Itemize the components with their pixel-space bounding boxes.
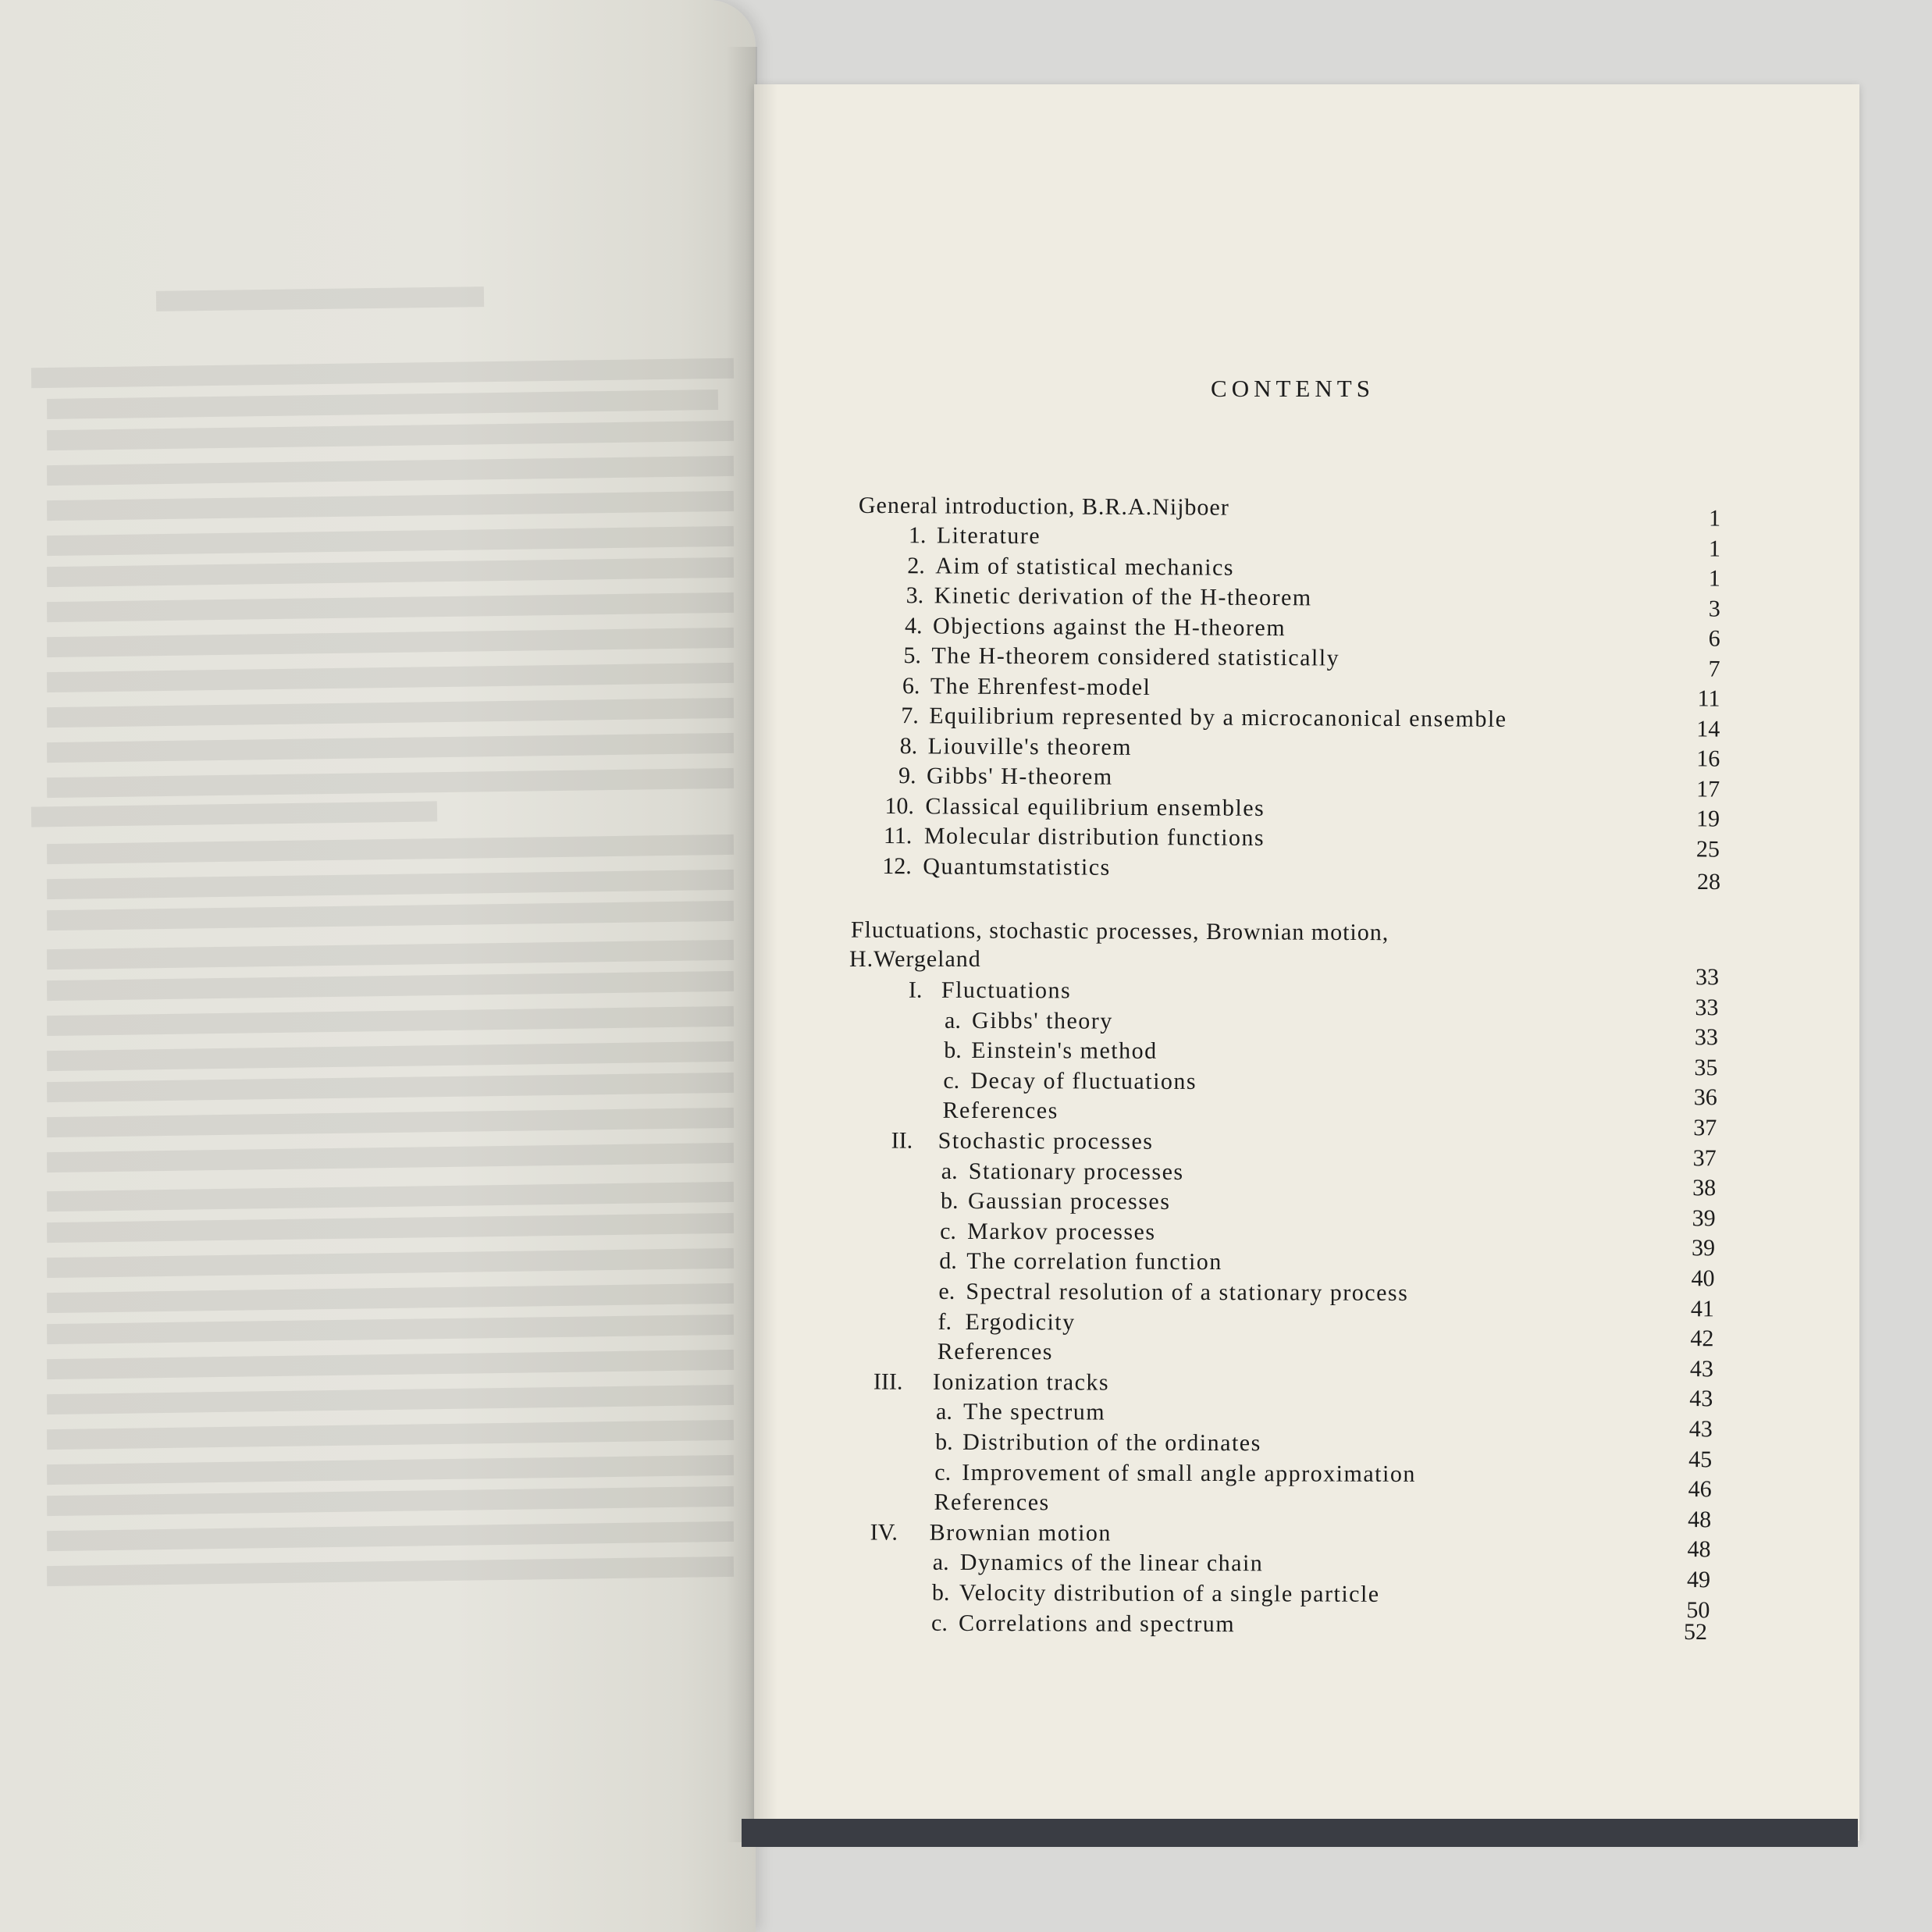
ghost-line (47, 1420, 734, 1450)
entry-page: 50 (1686, 1596, 1710, 1623)
entry-number: 3. (906, 582, 924, 609)
ghost-line (47, 1385, 734, 1414)
entry-number: c. (934, 1459, 952, 1485)
entry-number: b. (931, 1579, 950, 1606)
entry-page: 17 (1696, 775, 1720, 802)
entry-title: The spectrum (962, 1399, 1106, 1425)
ghost-line (47, 390, 718, 419)
contents-title: CONTENTS (1211, 375, 1375, 402)
entry-title: Decay of fluctuations (970, 1067, 1197, 1094)
entry-page: 37 (1693, 1115, 1717, 1141)
entry-number: 5. (903, 642, 922, 669)
entry-number: 2. (907, 552, 925, 578)
left-page (0, 0, 756, 1932)
entry-page: 16 (1696, 745, 1720, 772)
entry-number: b. (944, 1037, 962, 1064)
entry-number: 8. (899, 732, 918, 759)
entry-title: Classical equilibrium ensembles (925, 792, 1265, 821)
ghost-line (47, 1315, 734, 1344)
entry-title: Velocity distribution of a single particle (959, 1579, 1380, 1607)
ghost-line (47, 1283, 734, 1313)
ghost-line (47, 1557, 734, 1586)
toc-entry (754, 964, 1859, 1010)
entry-page: 36 (1693, 1084, 1717, 1111)
entry-number: a. (932, 1550, 949, 1576)
book-cover-edge (742, 1819, 1858, 1847)
entry-number: 12. (882, 852, 912, 879)
entry-title: Fluctuations (941, 977, 1072, 1004)
entry-page: 33 (1694, 1024, 1718, 1051)
ghost-line (47, 1213, 734, 1243)
ghost-line (31, 358, 734, 389)
entry-number: c. (940, 1218, 957, 1244)
entry-title: Aim of statistical mechanics (935, 552, 1235, 581)
entry-title: References (937, 1339, 1054, 1365)
entry-title: Correlations and spectrum (959, 1610, 1236, 1637)
entry-title: Quantumstatistics (923, 852, 1111, 881)
entry-number: II. (891, 1127, 913, 1154)
entry-page: 33 (1695, 964, 1720, 991)
section-heading-text: Fluctuations, stochastic processes, Brownian motion, (850, 916, 1389, 946)
entry-page: 28 (1697, 869, 1720, 895)
entry-page: 43 (1689, 1386, 1713, 1412)
entry-page: 1 (1708, 535, 1721, 562)
entry-title: The Ehrenfest-model (930, 672, 1151, 700)
entry-number: 6. (902, 672, 920, 699)
entry-page: 35 (1694, 1055, 1718, 1081)
entry-title: Gaussian processes (967, 1188, 1171, 1215)
entry-page: 19 (1695, 806, 1720, 832)
ghost-line (47, 940, 734, 970)
entry-title: Objections against the H-theorem (932, 612, 1286, 641)
entry-title: Kinetic derivation of the H-theorem (934, 582, 1312, 611)
entry-number: I. (908, 977, 923, 1003)
entry-title: Dynamics of the linear chain (959, 1550, 1264, 1577)
ghost-line (47, 592, 734, 622)
entry-page: 33 (1695, 994, 1719, 1020)
ghost-line (47, 1248, 734, 1278)
ghost-line (47, 628, 734, 657)
entry-title: Equilibrium represented by a microcanonical ensemble (929, 703, 1507, 732)
ghost-line (47, 834, 734, 864)
ghost-line (47, 1455, 734, 1485)
entry-title: The correlation function (966, 1248, 1222, 1276)
entry-page: 45 (1688, 1446, 1713, 1472)
entry-page: 38 (1692, 1175, 1717, 1201)
entry-title: The H-theorem considered statistically (931, 642, 1340, 671)
section-heading-author (754, 946, 1859, 976)
entry-number: d. (939, 1248, 957, 1275)
entry-title: Ergodicity (965, 1308, 1076, 1336)
entry-number: 10. (884, 792, 915, 819)
entry-page: 43 (1689, 1355, 1713, 1382)
ghost-line (31, 801, 437, 827)
entry-title: Ionization tracks (932, 1368, 1110, 1396)
entry-title: Stochastic processes (938, 1127, 1154, 1155)
entry-title: Gibbs' theory (972, 1007, 1113, 1034)
entry-title: Literature (936, 522, 1041, 550)
gutter-shadow (726, 47, 757, 1842)
entry-number: a. (935, 1399, 952, 1425)
ghost-line (47, 1521, 734, 1551)
ghost-line (47, 1006, 734, 1036)
ghost-line (47, 1041, 734, 1071)
entry-number: c. (931, 1610, 948, 1636)
ghost-line (47, 421, 734, 450)
ghost-line (47, 1486, 734, 1516)
entry-page: 6 (1708, 625, 1720, 652)
entry-title: Markov processes (967, 1218, 1156, 1245)
entry-page: 48 (1688, 1506, 1712, 1533)
entry-page: 46 (1688, 1476, 1712, 1503)
entry-page: 1 (1708, 565, 1720, 592)
entry-title: Spectral resolution of a stationary process (966, 1278, 1409, 1306)
toc-entry (754, 994, 1859, 1041)
entry-page: 3 (1708, 595, 1720, 622)
entry-page: 39 (1692, 1204, 1716, 1232)
entry-number: c. (943, 1067, 960, 1094)
entry-number: 7. (901, 703, 919, 729)
ghost-line (47, 1143, 734, 1172)
entry-page: 49 (1686, 1567, 1711, 1593)
entry-number: a. (945, 1007, 961, 1034)
ghost-line (47, 971, 734, 1001)
ghost-line (47, 1073, 734, 1102)
ghost-line (47, 557, 734, 587)
entry-number: b. (940, 1188, 959, 1215)
entry-page: 1 (1708, 505, 1721, 532)
ghost-line (47, 1182, 734, 1212)
entry-title: Distribution of the ordinates (962, 1429, 1261, 1457)
ghost-line (47, 456, 734, 486)
entry-page: 43 (1688, 1416, 1713, 1443)
ghost-line (47, 901, 734, 930)
entry-number: b. (935, 1429, 953, 1455)
entry-page: 37 (1692, 1144, 1717, 1171)
ghost-line (156, 286, 484, 311)
ghost-line (47, 1350, 734, 1379)
ghost-line (47, 491, 734, 521)
show-through-text (0, 0, 756, 1932)
entry-title: Stationary processes (968, 1158, 1184, 1185)
entry-number: III. (873, 1368, 903, 1395)
entry-number: 11. (883, 823, 913, 849)
ghost-line (47, 526, 734, 556)
entry-page: 7 (1708, 655, 1720, 682)
entry-title: Improvement of small angle approximation (962, 1459, 1416, 1487)
entry-number: a. (941, 1158, 958, 1184)
entry-number: IV. (870, 1519, 898, 1546)
entry-number: 4. (904, 612, 923, 639)
entry-page: 42 (1690, 1325, 1714, 1352)
entry-title: References (934, 1489, 1050, 1516)
section-heading-text: General introduction, B.R.A.Nijboer (858, 492, 1229, 521)
entry-title: Einstein's method (971, 1037, 1158, 1064)
entry-number: 1. (908, 522, 927, 549)
ghost-line (47, 733, 734, 763)
entry-title: Brownian motion (929, 1519, 1112, 1546)
entry-title: Gibbs' H-theorem (926, 763, 1113, 790)
ghost-line (47, 870, 734, 899)
table-of-contents (754, 84, 1859, 1841)
toc-trailing-page (754, 869, 1859, 898)
entry-title: Molecular distribution functions (923, 823, 1265, 851)
ghost-line (47, 768, 734, 798)
ghost-line (47, 698, 734, 728)
entry-page: 48 (1687, 1536, 1711, 1563)
entry-page: 11 (1697, 685, 1720, 712)
right-page (754, 84, 1859, 1841)
entry-page: 25 (1695, 835, 1720, 863)
entry-title: References (942, 1098, 1059, 1124)
entry-page: 41 (1690, 1295, 1715, 1322)
entry-page: 39 (1692, 1235, 1716, 1261)
ghost-line (47, 1108, 734, 1137)
entry-title: Liouville's theorem (927, 732, 1133, 760)
entry-page: 52 (1684, 1619, 1707, 1645)
entry-page: 14 (1696, 715, 1720, 742)
entry-page: 40 (1691, 1265, 1715, 1292)
entry-number: e. (938, 1278, 955, 1304)
section-heading-text: H.Wergeland (849, 946, 981, 972)
toc-trailing-page (754, 1619, 1859, 1649)
entry-number: f. (938, 1308, 952, 1335)
ghost-line (47, 663, 734, 692)
entry-number: 9. (898, 763, 916, 789)
